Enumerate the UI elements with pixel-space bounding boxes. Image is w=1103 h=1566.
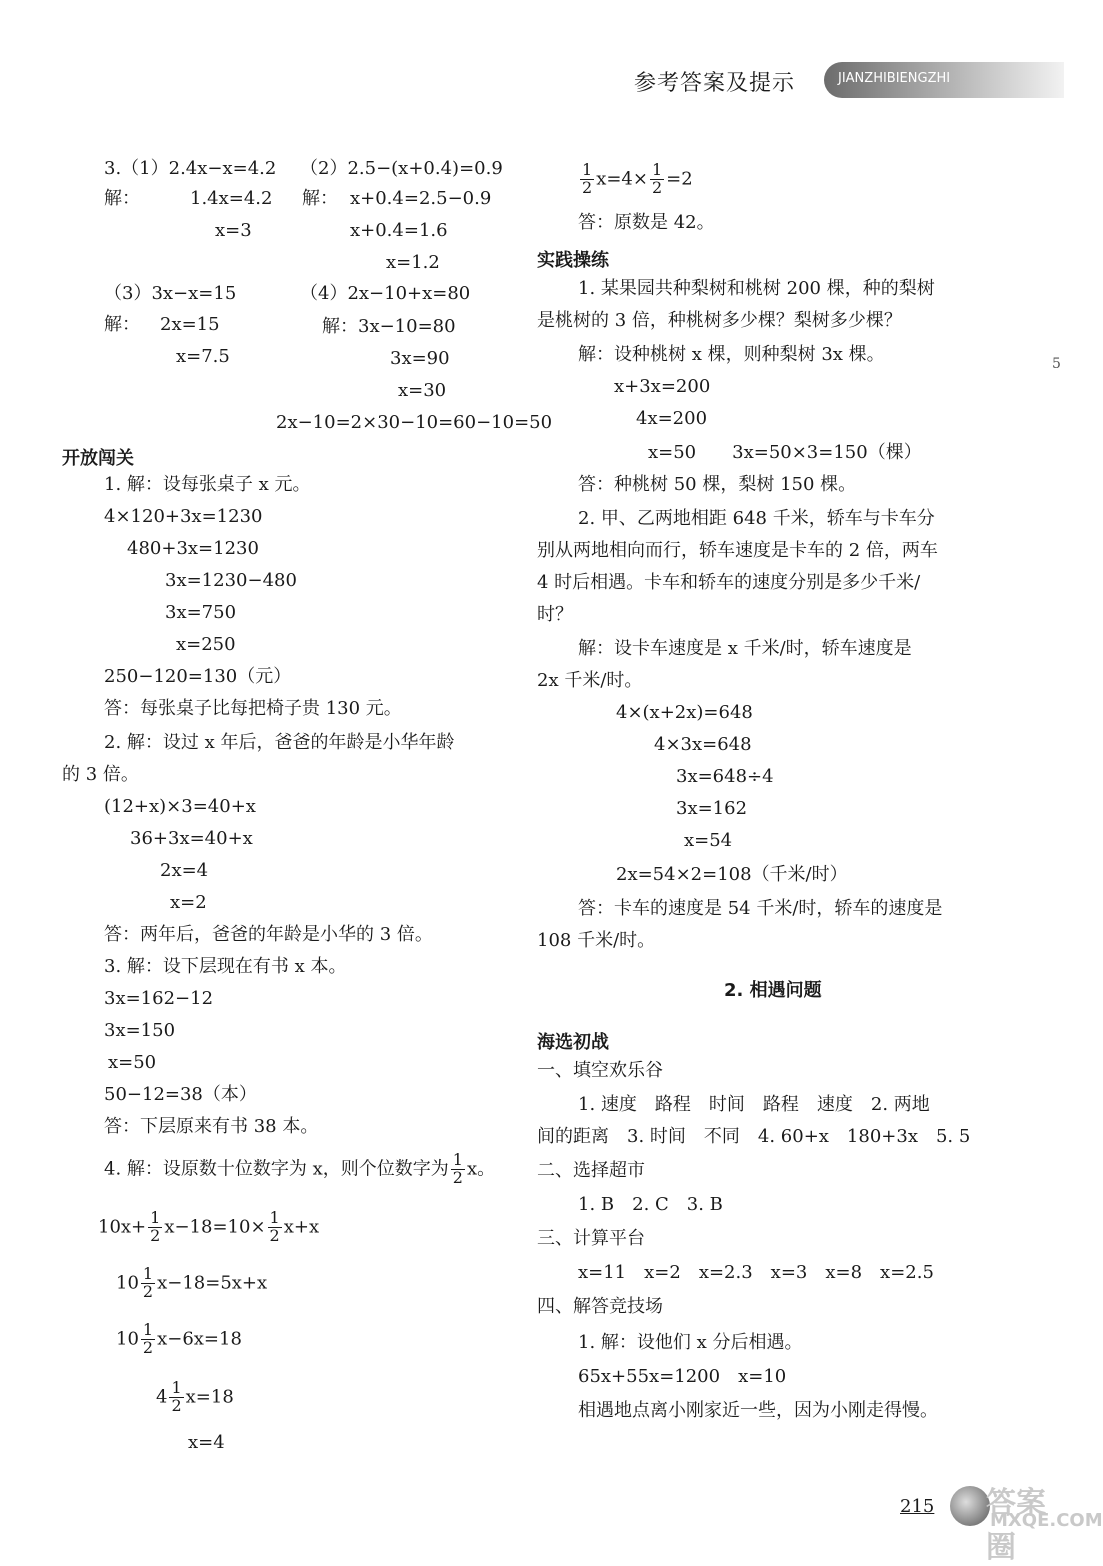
problem-line: 4. 解：设原数十位数字为 x，则个位数字为 $\frac{1}{2}$ x。 xyxy=(104,1150,496,1187)
problem-line: 1. 解：设他们 x 分后相遇。 xyxy=(578,1332,803,1353)
equation-line: 3x=90 xyxy=(390,348,450,369)
equation-line: 10 $\frac{1}{2}$ x−6x=18 xyxy=(116,1320,242,1357)
answer-line: 答：种桃树 50 棵，梨树 150 棵。 xyxy=(578,474,857,495)
fraction-one-half: $\frac{1}{2}$ xyxy=(651,160,663,197)
solution-label: 解： xyxy=(104,314,140,335)
equation-line: $\frac{1}{2}$ x=4× $\frac{1}{2}$ =2 xyxy=(582,160,693,197)
fraction-one-half: $\frac{1}{2}$ xyxy=(582,160,593,197)
equation-line: x+0.4=2.5−0.9 xyxy=(350,188,492,209)
section-heading: 海选初战 xyxy=(537,1032,609,1053)
problem-line: 1. 某果园共种梨树和桃树 200 棵，种的梨树 xyxy=(578,278,935,299)
eq3-1-line: 3.（1）2.4x−x=4.2 xyxy=(104,158,277,179)
running-header-title: 参考答案及提示 xyxy=(634,71,796,96)
subsection-heading: 三、计算平台 xyxy=(537,1228,645,1249)
equation-line: 50−12=38（本） xyxy=(104,1084,257,1105)
equation-line: 3x=750 xyxy=(165,602,237,623)
equation-line: 36+3x=40+x xyxy=(130,828,253,849)
answer-line: 相遇地点离小刚家近一些，因为小刚走得慢。 xyxy=(578,1400,938,1421)
equation-line: 3x=162 xyxy=(676,798,748,819)
mascot-logo-icon xyxy=(950,1486,990,1526)
equation-line: x=50 xyxy=(108,1052,157,1073)
equation-line: 2x−10=2×30−10=60−10=50 xyxy=(276,412,553,433)
equation-line: 4x=200 xyxy=(636,408,708,429)
equation-line: 3x=162−12 xyxy=(104,988,214,1009)
equation-line: 10x+ $\frac{1}{2}$ x−18=10× $\frac{1}{2}$ x+x xyxy=(98,1208,320,1245)
problem-line: 2x 千米/时。 xyxy=(537,670,643,691)
header-band-text: JIANZHIBIENGZHI xyxy=(838,71,951,86)
equation-line: x=30 xyxy=(398,380,447,401)
answer-line: 1. 速度 路程 时间 路程 速度 2. 两地 xyxy=(578,1094,930,1115)
eq3-2-line: （2）2.5−(x+0.4)=0.9 xyxy=(300,158,503,179)
equation-line: 4 $\frac{1}{2}$ x=18 xyxy=(156,1378,234,1415)
fraction-one-half: $\frac{1}{2}$ xyxy=(150,1208,161,1245)
equation-line: 3x=648÷4 xyxy=(676,766,774,787)
equation-line: x=4 xyxy=(188,1432,225,1453)
problem-line: 2. 解：设过 x 年后，爸爸的年龄是小华年龄 xyxy=(104,732,455,753)
problem-line: 3. 解：设下层现在有书 x 本。 xyxy=(104,956,347,977)
problem-line: 的 3 倍。 xyxy=(62,764,139,785)
subsection-heading: 四、解答竞技场 xyxy=(537,1296,663,1317)
fraction-one-half: $\frac{1}{2}$ xyxy=(142,1264,154,1301)
answer-line: 间的距离 3. 时间 不同 4. 60+x 180+3x 5. 5 xyxy=(537,1126,971,1147)
watermark-url: MXQE.COM xyxy=(990,1510,1103,1531)
equation-line: 250−120=130（元） xyxy=(104,666,292,687)
section-heading: 开放闯关 xyxy=(62,448,134,469)
equation-line: x=250 xyxy=(176,634,236,655)
problem-line: 解：设种桃树 x 棵，则种梨树 3x 棵。 xyxy=(578,344,885,365)
equation-line: 2x=4 xyxy=(160,860,209,881)
equation-line: (12+x)×3=40+x xyxy=(104,796,256,817)
equation-line: x+0.4=1.6 xyxy=(350,220,448,241)
fraction-one-half: $\frac{1}{2}$ xyxy=(142,1320,154,1357)
subsection-heading: 一、填空欢乐谷 xyxy=(537,1060,663,1081)
problem-line: 是桃树的 3 倍，种桃树多少棵？梨树多少棵？ xyxy=(537,310,902,331)
problem-line: 解：设卡车速度是 x 千米/时，轿车速度是 xyxy=(578,638,912,659)
equation-line: 2x=54×2=108（千米/时） xyxy=(616,864,848,885)
fraction-one-half: $\frac{1}{2}$ xyxy=(171,1378,182,1415)
chapter-title: 2. 相遇问题 xyxy=(724,980,822,1001)
answer-line: 答：原数是 42。 xyxy=(578,212,715,233)
problem-line: 4 时后相遇。卡车和轿车的速度分别是多少千米/ xyxy=(537,572,921,593)
equation-line: x=3 xyxy=(215,220,252,241)
equation-line: 2x=15 xyxy=(160,314,220,335)
answer-line: 答：每张桌子比每把椅子贵 130 元。 xyxy=(104,698,402,719)
eq3-4-line: （4）2x−10+x=80 xyxy=(300,283,471,304)
solution-label: 解： xyxy=(302,188,338,209)
problem-line: 别从两地相向而行，轿车速度是卡车的 2 倍，两车 xyxy=(537,540,938,561)
answer-line: 108 千米/时。 xyxy=(537,930,656,951)
equation-line: x=2 xyxy=(170,892,207,913)
equation-line: 3x=150 xyxy=(104,1020,176,1041)
answer-line: x=11 x=2 x=2.3 x=3 x=8 x=2.5 xyxy=(578,1262,934,1283)
equation-line: x=50 3x=50×3=150（棵） xyxy=(648,442,922,463)
answer-line: 答：卡车的速度是 54 千米/时，轿车的速度是 xyxy=(578,898,943,919)
header-band xyxy=(824,62,1064,98)
fraction-one-half: $\frac{1}{2}$ xyxy=(269,1208,280,1245)
equation-line: x=1.2 xyxy=(386,252,440,273)
fraction-one-half: $\frac{1}{2}$ xyxy=(452,1150,463,1187)
problem-text: 4. 解：设原数十位数字为 x，则个位数字为 xyxy=(104,1158,449,1180)
equation-line: 480+3x=1230 xyxy=(127,538,259,559)
section-heading: 实践操练 xyxy=(537,250,609,271)
equation-line: x+3x=200 xyxy=(614,376,711,397)
answer-line: 答：下层原来有书 38 本。 xyxy=(104,1116,319,1137)
problem-line: 1. 解：设每张桌子 x 元。 xyxy=(104,474,311,495)
problem-line: 时？ xyxy=(537,604,573,625)
equation-line: x=54 xyxy=(684,830,733,851)
eq3-3-line: （3）3x−x=15 xyxy=(104,283,237,304)
solution-label: 解： xyxy=(104,188,140,209)
equation-line: 10 $\frac{1}{2}$ x−18=5x+x xyxy=(116,1264,268,1301)
equation-line: 1.4x=4.2 xyxy=(190,188,273,209)
equation-line: 4×(x+2x)=648 xyxy=(616,702,753,723)
watermark: 答案圈 xyxy=(986,1486,1046,1565)
equation-line: 解：3x−10=80 xyxy=(322,316,456,337)
equation-line: 4×3x=648 xyxy=(654,734,752,755)
answer-line: 1. B 2. C 3. B xyxy=(578,1194,723,1215)
edge-mark: 5 xyxy=(1052,356,1061,372)
page-number: 215 xyxy=(900,1496,935,1517)
equation-line: 3x=1230−480 xyxy=(165,570,297,591)
equation-line: 4×120+3x=1230 xyxy=(104,506,263,527)
equation-line: x=7.5 xyxy=(176,346,230,367)
problem-line: 2. 甲、乙两地相距 648 千米，轿车与卡车分 xyxy=(578,508,935,529)
subsection-heading: 二、选择超市 xyxy=(537,1160,645,1181)
answer-line: 答：两年后，爸爸的年龄是小华的 3 倍。 xyxy=(104,924,433,945)
equation-line: 65x+55x=1200 x=10 xyxy=(578,1366,787,1387)
